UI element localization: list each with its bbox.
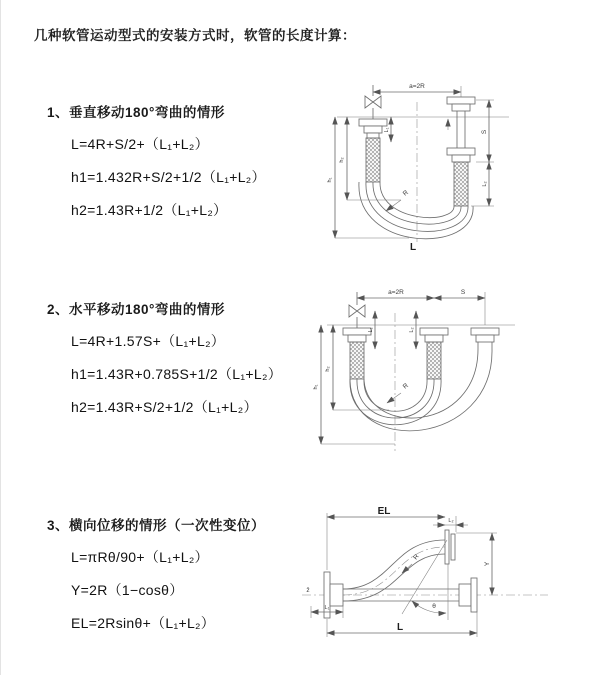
flange-left xyxy=(359,119,387,138)
axis-label: z̄ xyxy=(306,587,310,594)
radius-callout xyxy=(387,382,410,403)
section-heading: 1、垂直移动180°弯曲的情形 xyxy=(47,105,225,120)
dim-label-l2: L₂ xyxy=(482,181,488,187)
section-heading: 3、横向位移的情形（一次性变位） xyxy=(47,518,266,533)
dim-label-l2: L₂ xyxy=(409,327,415,333)
formula-line: L=πRθ/90+（L₁+L₂） xyxy=(71,549,209,565)
dimension-l2 xyxy=(471,162,494,206)
dim-label-y: Y xyxy=(484,561,491,567)
hose-u-bend-original xyxy=(350,379,441,425)
formula-line: h2=1.43R+S/2+1/2（L₁+L₂） xyxy=(71,399,258,415)
formula-line: h2=1.43R+1/2（L₁+L₂） xyxy=(71,202,228,218)
dimension-a2r xyxy=(357,289,434,298)
dim-label-a2r: a=2R xyxy=(409,83,425,90)
dim-label-l1: L₁ xyxy=(384,127,390,133)
page-title: 几种软管运动型式的安装方式时，软管的长度计算： xyxy=(34,28,356,43)
dimension-s xyxy=(434,289,485,325)
radius-callout xyxy=(402,553,421,573)
length-label: L xyxy=(409,242,417,253)
diagram-lateral-displacement xyxy=(296,500,576,650)
dimension-s xyxy=(476,100,494,162)
dim-label-h2: h₂ xyxy=(339,157,345,163)
angle-label: θ xyxy=(432,603,436,610)
dim-label-s: S xyxy=(481,129,488,135)
formula-line: Y=2R（1−cosθ） xyxy=(71,582,184,598)
section-heading: 2、水平移动180°弯曲的情形 xyxy=(47,302,225,317)
flange-middle xyxy=(420,328,448,342)
formula-line: L=4R+1.57S+（L₁+L₂） xyxy=(71,333,226,349)
dim-label-l1: L₁ xyxy=(368,327,374,333)
dim-label-h1: h₁ xyxy=(313,384,319,390)
dim-label-h1: h₁ xyxy=(327,177,333,183)
valve-icon xyxy=(349,292,365,328)
flange-upper-displaced xyxy=(445,530,455,564)
hose-braid-left xyxy=(350,342,364,379)
formula-line: h1=1.43R+0.785S+1/2（L₁+L₂） xyxy=(71,366,282,382)
flange-left xyxy=(343,328,371,342)
flange-left xyxy=(324,572,343,618)
dim-label-l2: L₂ xyxy=(448,518,454,524)
dim-label-h2: h₂ xyxy=(325,366,331,372)
diagram-horizontal-180-bend xyxy=(301,283,551,458)
dim-label-l1: L₁ xyxy=(324,605,330,611)
dim-label-s: S xyxy=(460,289,466,296)
flange-right-moved xyxy=(471,328,499,349)
radius-label: R xyxy=(401,189,410,198)
hose-braid-right xyxy=(454,162,468,206)
flange-right xyxy=(459,578,477,612)
hose-braid-left xyxy=(366,138,380,182)
radius-label: R xyxy=(412,553,421,562)
formula-line: h1=1.432R+S/2+1/2（L₁+L₂） xyxy=(71,169,266,185)
hose-s-curve xyxy=(343,540,445,601)
dim-label-el: EL xyxy=(377,506,391,517)
valve-icon xyxy=(365,85,381,119)
hose-braid-middle xyxy=(427,342,441,379)
flange-right-lower xyxy=(447,148,475,162)
formula-line: L=4R+S/2+（L₁+L₂） xyxy=(71,136,209,152)
dim-label-l: L xyxy=(396,622,404,633)
dimension-l2 xyxy=(433,516,468,532)
dimension-l2 xyxy=(409,311,416,349)
diagram-vertical-180-bend xyxy=(301,72,551,257)
dimension-l1 xyxy=(368,311,375,349)
angle-theta-construction xyxy=(402,540,448,620)
formula-line: EL=2Rsinθ+（L₁+L₂） xyxy=(71,615,216,631)
dimension-l xyxy=(327,612,477,637)
dim-label-a2r: a=2R xyxy=(388,289,404,296)
radius-label: R xyxy=(401,382,410,391)
dimension-el xyxy=(327,506,445,570)
flange-right-upper xyxy=(447,97,475,111)
